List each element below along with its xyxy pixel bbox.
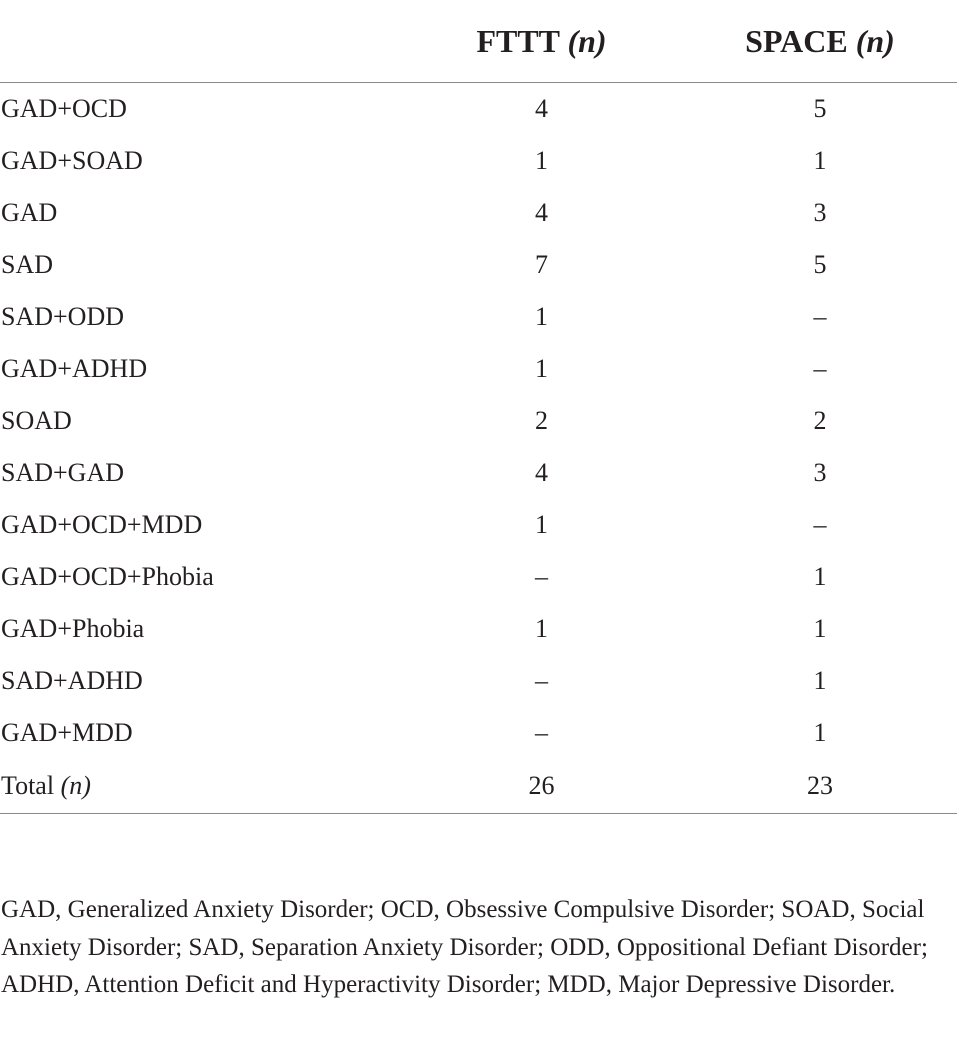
row-fttt-value: 2 — [535, 406, 548, 435]
total-label-n: (n) — [60, 771, 91, 800]
table-row — [0, 83, 957, 136]
table-row — [0, 239, 957, 291]
table-row — [0, 447, 957, 499]
row-space-value: 3 — [813, 198, 827, 227]
row-fttt-value: 1 — [535, 302, 548, 331]
table-row — [0, 395, 957, 447]
row-label: GAD+MDD — [1, 718, 133, 747]
row-fttt-value: – — [535, 562, 548, 591]
table-row — [0, 187, 957, 239]
row-label: GAD+OCD+MDD — [1, 510, 203, 539]
row-label: SAD+ADHD — [1, 666, 143, 695]
row-label: GAD+SOAD — [1, 146, 143, 175]
row-fttt-value: 4 — [535, 198, 548, 227]
header-fttt-n: (n) — [567, 22, 607, 59]
table-body — [0, 83, 957, 814]
row-space-value: 1 — [813, 146, 827, 175]
table-row — [0, 499, 957, 551]
table-header — [0, 0, 957, 83]
row-fttt-value: – — [535, 718, 548, 747]
row-label: GAD — [1, 198, 58, 227]
row-fttt-value: 4 — [535, 94, 548, 123]
row-space-value: – — [813, 302, 827, 331]
total-label-main: Total — [1, 771, 55, 800]
table-row — [0, 655, 957, 707]
row-label: GAD+OCD — [1, 94, 127, 123]
header-fttt-label: FTTT — [476, 22, 560, 59]
row-label: GAD+OCD+Phobia — [1, 562, 214, 591]
row-fttt-value: 1 — [535, 354, 548, 383]
table-row — [0, 551, 957, 603]
header-space-label: SPACE — [745, 22, 848, 59]
row-label: SAD+GAD — [1, 458, 125, 487]
row-space-value: 2 — [813, 406, 827, 435]
header-diagnosis — [0, 0, 400, 83]
row-space-value: – — [813, 354, 827, 383]
row-fttt-value: 1 — [535, 614, 548, 643]
header-row — [0, 0, 957, 83]
row-label: SAD+ODD — [1, 302, 125, 331]
total-space-value: 23 — [683, 759, 957, 814]
row-fttt-value: 7 — [535, 250, 548, 279]
table-row — [0, 135, 957, 187]
header-space-n: (n) — [855, 22, 895, 59]
total-fttt-value: 26 — [400, 759, 683, 814]
row-fttt-value: 1 — [535, 510, 548, 539]
table-row — [0, 291, 957, 343]
row-space-value: 1 — [813, 562, 827, 591]
table-footnote: GAD, Generalized Anxiety Disorder; OCD, Obsessive Compulsive Disorder; SOAD, Social Anxiety Disorder; SAD, Separation Anxiety Disorder; ODD, Oppositional Defiant Disorder; ADHD, Attention Deficit and Hyperactivity Disorder; MDD, Major Depressive Disorder. — [1, 896, 928, 998]
row-space-value: 5 — [813, 94, 827, 123]
total-row — [0, 759, 957, 814]
table-row — [0, 603, 957, 655]
row-fttt-value: 1 — [535, 146, 548, 175]
row-label: SOAD — [1, 406, 72, 435]
header-space — [683, 0, 957, 83]
row-label: GAD+Phobia — [1, 614, 145, 643]
row-space-value: 1 — [813, 718, 827, 747]
row-fttt-value: – — [535, 666, 548, 695]
row-fttt-value: 4 — [535, 458, 548, 487]
row-label: GAD+ADHD — [1, 354, 148, 383]
row-space-value: 3 — [813, 458, 827, 487]
row-space-value: 5 — [813, 250, 827, 279]
table-row — [0, 343, 957, 395]
total-label — [0, 759, 400, 814]
row-space-value: – — [813, 510, 827, 539]
row-space-value: 1 — [813, 666, 827, 695]
row-label: SAD — [1, 250, 54, 279]
table-row — [0, 707, 957, 759]
header-fttt — [400, 0, 683, 83]
row-space-value: 1 — [813, 614, 827, 643]
